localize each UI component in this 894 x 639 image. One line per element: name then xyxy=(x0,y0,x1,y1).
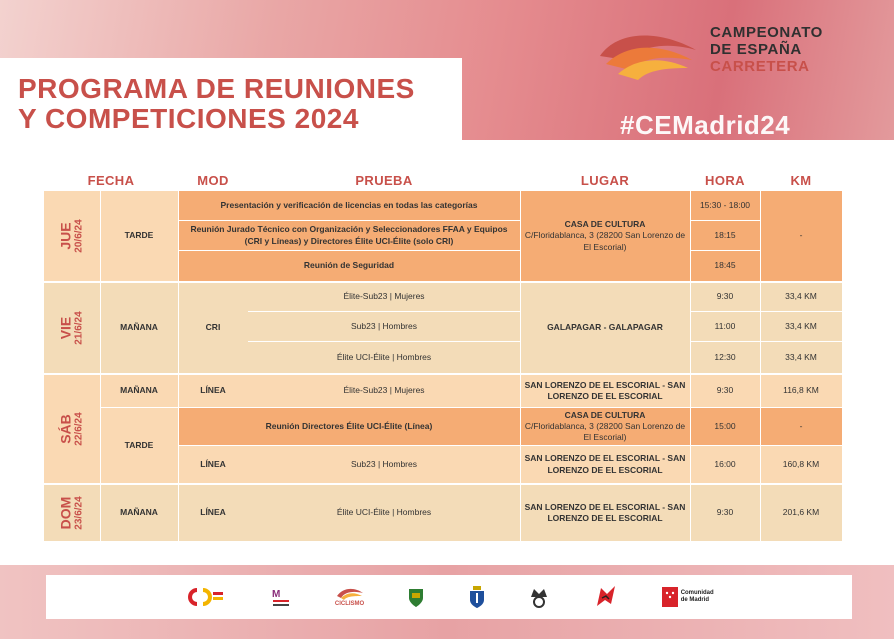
day-date: 22/6/24 xyxy=(74,412,85,446)
hora-cell: 9:30 xyxy=(690,281,760,312)
ciclismo-label: CICLISMO xyxy=(334,601,365,607)
lugar-address: C/Floridablanca, 3 (28200 San Lorenzo de El Escorial) xyxy=(524,420,686,443)
prueba-cell: Reunión Jurado Técnico con Organización y Seleccionadores FFAA y Equipos (CRI y Líneas) y Directores Élite UCI-Élite (solo CRI) xyxy=(178,221,520,251)
hora-cell: 16:00 xyxy=(690,445,760,483)
km-cell: 116,8 KM xyxy=(760,373,842,407)
mod-cell: MAÑANA xyxy=(100,483,178,541)
title-line-2: Y COMPETICIONES 2024 xyxy=(18,103,359,134)
comunidad-madrid-label: Comunidad de Madrid xyxy=(680,590,714,603)
column-header-prueba: PRUEBA xyxy=(355,173,413,188)
prueba-cell: Élite UCI-Élite | Hombres xyxy=(248,483,520,541)
mod-cell: MAÑANA xyxy=(100,373,178,407)
prueba-cell: Sub23 | Hombres xyxy=(248,312,520,342)
day-label-jue xyxy=(59,219,85,252)
san-lorenzo-logo xyxy=(468,585,486,609)
sponsors-bar xyxy=(46,575,852,619)
lugar-name: CASA DE CULTURA xyxy=(564,219,646,230)
hora-cell: 15:00 xyxy=(690,407,760,445)
championship-logo xyxy=(596,18,856,92)
column-header-mod: MOD xyxy=(197,173,229,188)
column-divider xyxy=(100,191,101,541)
rfec-logo xyxy=(335,586,365,608)
prueba-cell: Élite-Sub23 | Mujeres xyxy=(248,373,520,407)
column-header-km: KM xyxy=(790,173,812,188)
column-header-hora: HORA xyxy=(705,173,745,188)
column-header-fecha: FECHA xyxy=(87,173,135,188)
day-date: 21/6/24 xyxy=(74,311,85,345)
type-cell: CRI xyxy=(178,281,248,373)
prueba-cell: Sub23 | Hombres xyxy=(248,445,520,483)
ministerio-juventud-logo xyxy=(270,585,292,609)
csd-logo-icon xyxy=(187,587,227,607)
prueba-cell: Élite-Sub23 | Mujeres xyxy=(248,281,520,312)
day-cell-dom xyxy=(44,483,100,541)
day-name: DOM xyxy=(58,496,74,530)
column-divider xyxy=(178,191,179,541)
hora-cell: 18:15 xyxy=(690,221,760,251)
prueba-cell: Reunión Directores Élite UCI-Élite (Línea) xyxy=(178,407,520,445)
type-cell: LÍNEA xyxy=(178,483,248,541)
prueba-cell: Élite UCI-Élite | Hombres xyxy=(248,342,520,373)
unipublic-logo xyxy=(593,584,619,610)
lugar-cell: SAN LORENZO DE EL ESCORIAL - SAN LORENZO DE EL ESCORIAL xyxy=(520,483,690,541)
mod-cell: TARDE xyxy=(100,191,178,281)
day-cell-jue xyxy=(44,191,100,281)
type-cell: LÍNEA xyxy=(178,373,248,407)
hashtag: #CEMadrid24 xyxy=(620,110,791,140)
unipublic-logo-icon xyxy=(593,584,619,610)
san-lorenzo-shield-icon xyxy=(468,585,486,609)
lugar-cell: SAN LORENZO DE EL ESCORIAL - SAN LORENZO DE EL ESCORIAL xyxy=(520,445,690,483)
rfec-logo-icon xyxy=(335,586,365,600)
day-cell-vie xyxy=(44,281,100,373)
lugar-cell xyxy=(520,407,690,445)
lugar-cell xyxy=(520,191,690,281)
hora-cell: 9:30 xyxy=(690,373,760,407)
day-name: SÁB xyxy=(58,414,74,444)
km-cell: - xyxy=(760,191,842,281)
km-cell: 33,4 KM xyxy=(760,281,842,312)
logo-line-3 xyxy=(710,58,823,75)
ministerio-logo-icon xyxy=(270,585,292,609)
lugar-cell: SAN LORENZO DE EL ESCORIAL - SAN LORENZO DE EL ESCORIAL xyxy=(520,373,690,407)
hora-cell: 18:45 xyxy=(690,251,760,281)
page-title xyxy=(18,74,415,134)
lugar-name: CASA DE CULTURA xyxy=(564,409,646,420)
day-name: JUE xyxy=(58,222,74,250)
day-label-vie xyxy=(59,311,85,344)
logo-line-1: CAMPEONATO xyxy=(710,24,823,41)
km-cell: 201,6 KM xyxy=(760,483,842,541)
column-divider xyxy=(760,191,761,541)
hora-cell: 12:30 xyxy=(690,342,760,373)
schedule-table xyxy=(44,191,842,541)
km-cell: 33,4 KM xyxy=(760,312,842,342)
comunidad-madrid-logo xyxy=(662,587,721,607)
day-label-sab xyxy=(59,412,85,445)
logo-text xyxy=(710,24,823,75)
patrimonio-nacional-logo xyxy=(528,585,550,609)
title-line-1: PROGRAMA DE REUNIONES xyxy=(18,73,415,104)
day-label-dom xyxy=(59,496,85,529)
column-header-lugar: LUGAR xyxy=(580,173,630,188)
galapagar-shield-icon xyxy=(407,586,425,608)
lugar-address: C/Floridablanca, 3 (28200 San Lorenzo de El Escorial) xyxy=(524,230,686,252)
type-cell: LÍNEA xyxy=(178,445,248,483)
km-cell: 160,8 KM xyxy=(760,445,842,483)
hora-cell: 9:30 xyxy=(690,483,760,541)
hora-cell: 11:00 xyxy=(690,312,760,342)
day-cell-sab xyxy=(44,373,100,483)
mod-cell: TARDE xyxy=(100,407,178,483)
prueba-cell: Reunión de Seguridad xyxy=(178,251,520,281)
galapagar-logo xyxy=(407,586,425,608)
road-logo-icon xyxy=(596,26,706,82)
column-divider xyxy=(690,191,691,541)
logo-line-3-text: CARRETERA xyxy=(710,58,810,75)
csd-logo xyxy=(187,587,227,607)
km-cell: - xyxy=(760,407,842,445)
day-date: 23/6/24 xyxy=(74,496,85,530)
crown-icon xyxy=(528,585,550,609)
lugar-cell: GALAPAGAR - GALAPAGAR xyxy=(520,281,690,373)
logo-line-2: DE ESPAÑA xyxy=(710,41,802,58)
comunidad-madrid-flag-icon xyxy=(662,587,678,607)
km-cell: 33,4 KM xyxy=(760,342,842,373)
day-name: VIE xyxy=(58,316,74,340)
prueba-cell: Presentación y verificación de licencias en todas las categorías xyxy=(178,191,520,221)
mod-cell: MAÑANA xyxy=(100,281,178,373)
day-date: 20/6/24 xyxy=(74,219,85,253)
hora-cell: 15:30 - 18:00 xyxy=(690,191,760,221)
column-divider xyxy=(520,191,521,541)
svg-text:M: M xyxy=(271,589,281,600)
